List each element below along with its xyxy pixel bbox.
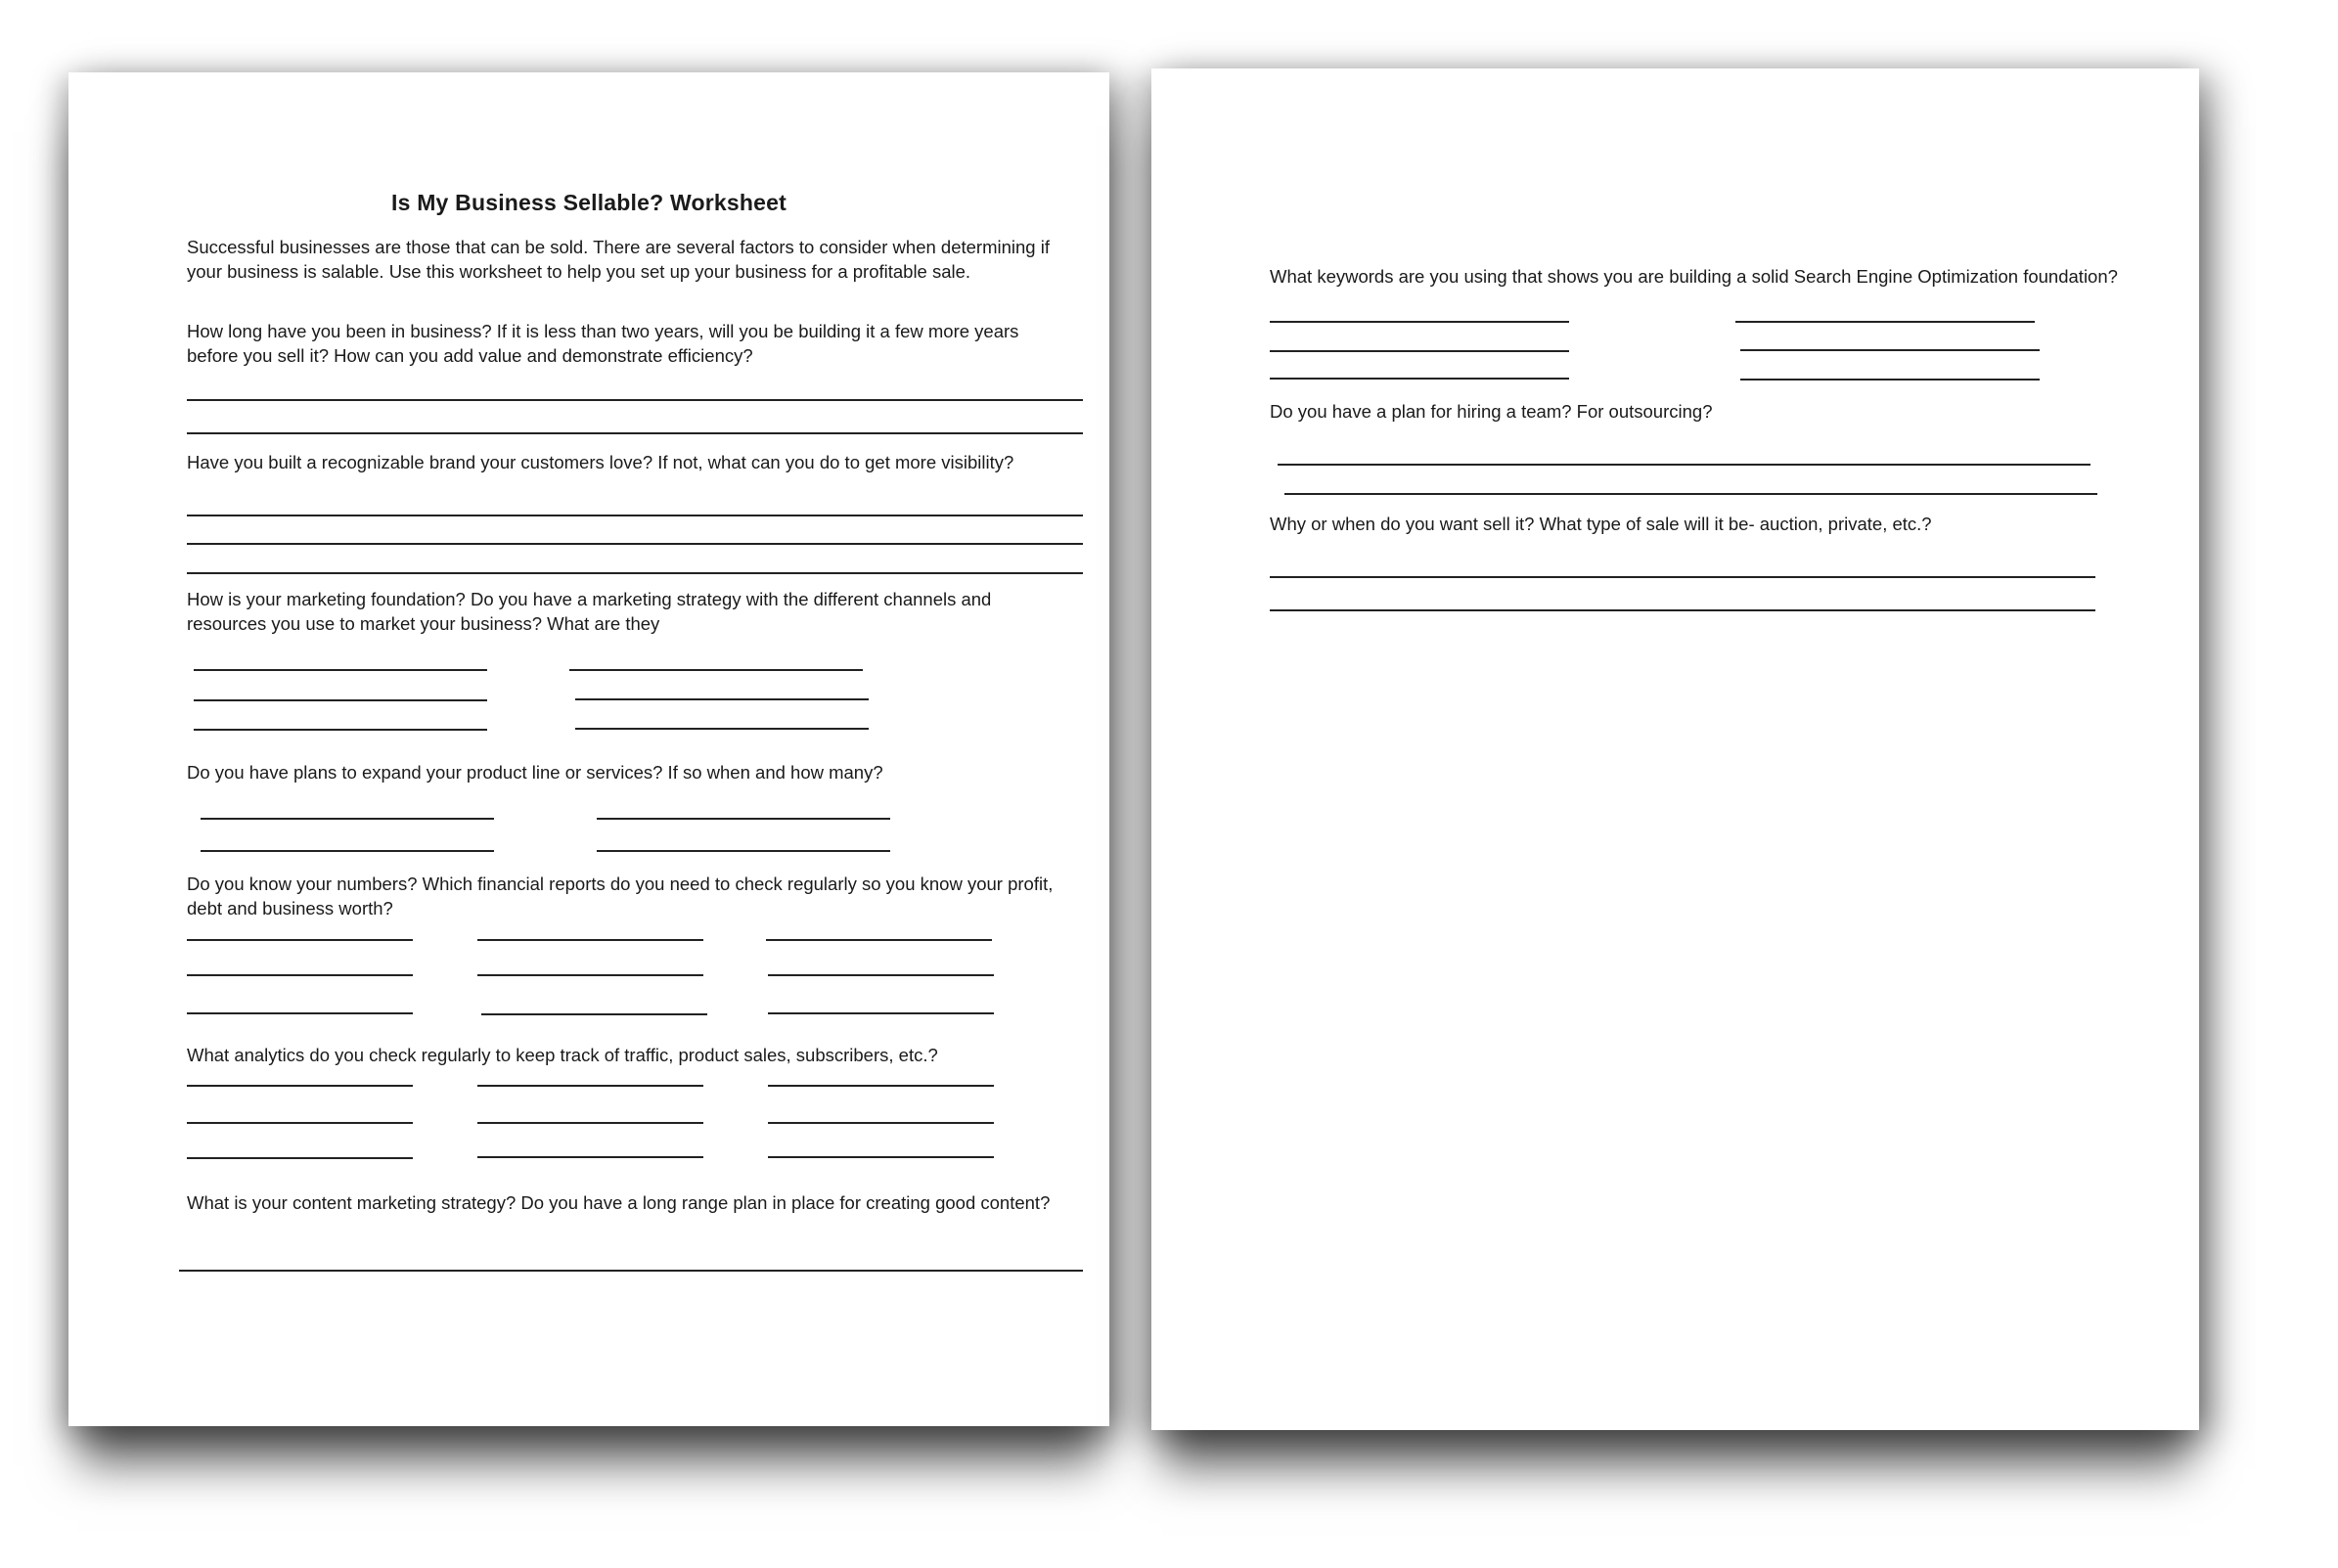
answer-line <box>1270 350 1569 352</box>
answer-line <box>1740 379 2040 381</box>
answer-line <box>1278 464 2091 466</box>
answer-line <box>201 850 494 852</box>
answer-line <box>768 1085 994 1087</box>
question-numbers: Do you know your numbers? Which financial reports do you need to check regularly so you know your profit, debt and business worth? <box>187 874 1054 918</box>
answer-line <box>477 1085 703 1087</box>
question-content-strategy: What is your content marketing strategy? Do you have a long range plan in place for creating good content? <box>187 1192 1051 1213</box>
answer-line <box>1270 378 1569 380</box>
answer-line <box>179 1270 1083 1272</box>
answer-line <box>187 1012 413 1014</box>
answer-line <box>477 974 703 976</box>
answer-line <box>575 698 869 700</box>
question-seo-keywords: What keywords are you using that shows you are building a solid Search Engine Optimization foundation? <box>1270 266 2118 287</box>
answer-line <box>768 974 994 976</box>
answer-line <box>1284 493 2097 495</box>
answer-line <box>768 1156 994 1158</box>
intro-paragraph: Successful businesses are those that can be sold. There are several factors to consider when determining if your business is salable. Use this worksheet to help you set up your business for a profitable sale. <box>187 237 1050 282</box>
answer-line <box>187 515 1083 516</box>
answer-line <box>187 543 1083 545</box>
answer-line <box>187 1122 413 1124</box>
answer-line <box>187 1085 413 1087</box>
question-brand: Have you built a recognizable brand your customers love? If not, what can you do to get more visibility? <box>187 452 1014 472</box>
answer-line <box>194 699 487 701</box>
answer-line <box>201 818 494 820</box>
question-business-age: How long have you been in business? If it is less than two years, will you be building it a few more years before you sell it? How can you add value and demonstrate efficiency? <box>187 321 1019 366</box>
answer-line <box>768 1012 994 1014</box>
answer-line <box>194 669 487 671</box>
answer-line <box>187 974 413 976</box>
answer-line <box>187 1157 413 1159</box>
question-analytics: What analytics do you check regularly to keep track of traffic, product sales, subscribers, etc.? <box>187 1045 938 1065</box>
answer-line <box>187 939 413 941</box>
worksheet-page-2 <box>1151 68 2199 1430</box>
question-hiring-team: Do you have a plan for hiring a team? For outsourcing? <box>1270 401 1713 422</box>
worksheet-title: Is My Business Sellable? Worksheet <box>391 190 787 215</box>
answer-line <box>1735 321 2035 323</box>
answer-line <box>477 1122 703 1124</box>
answer-line <box>1740 349 2040 351</box>
question-sale-timing: Why or when do you want sell it? What type of sale will it be- auction, private, etc.? <box>1270 514 1932 534</box>
question-marketing: How is your marketing foundation? Do you have a marketing strategy with the different channels and resources you use to market your business? What are they <box>187 589 992 634</box>
question-expansion: Do you have plans to expand your product line or services? If so when and how many? <box>187 762 883 783</box>
worksheet-page-1 <box>68 72 1109 1426</box>
answer-line <box>194 729 487 731</box>
answer-line <box>1270 576 2095 578</box>
answer-line <box>477 939 703 941</box>
answer-line <box>187 432 1083 434</box>
answer-line <box>477 1156 703 1158</box>
answer-line <box>575 728 869 730</box>
answer-line <box>597 850 890 852</box>
answer-line <box>187 572 1083 574</box>
answer-line <box>1270 321 1569 323</box>
answer-line <box>481 1013 707 1015</box>
answer-line <box>597 818 890 820</box>
answer-line <box>768 1122 994 1124</box>
answer-line <box>1270 609 2095 611</box>
answer-line <box>187 399 1083 401</box>
answer-line <box>569 669 863 671</box>
answer-line <box>766 939 992 941</box>
